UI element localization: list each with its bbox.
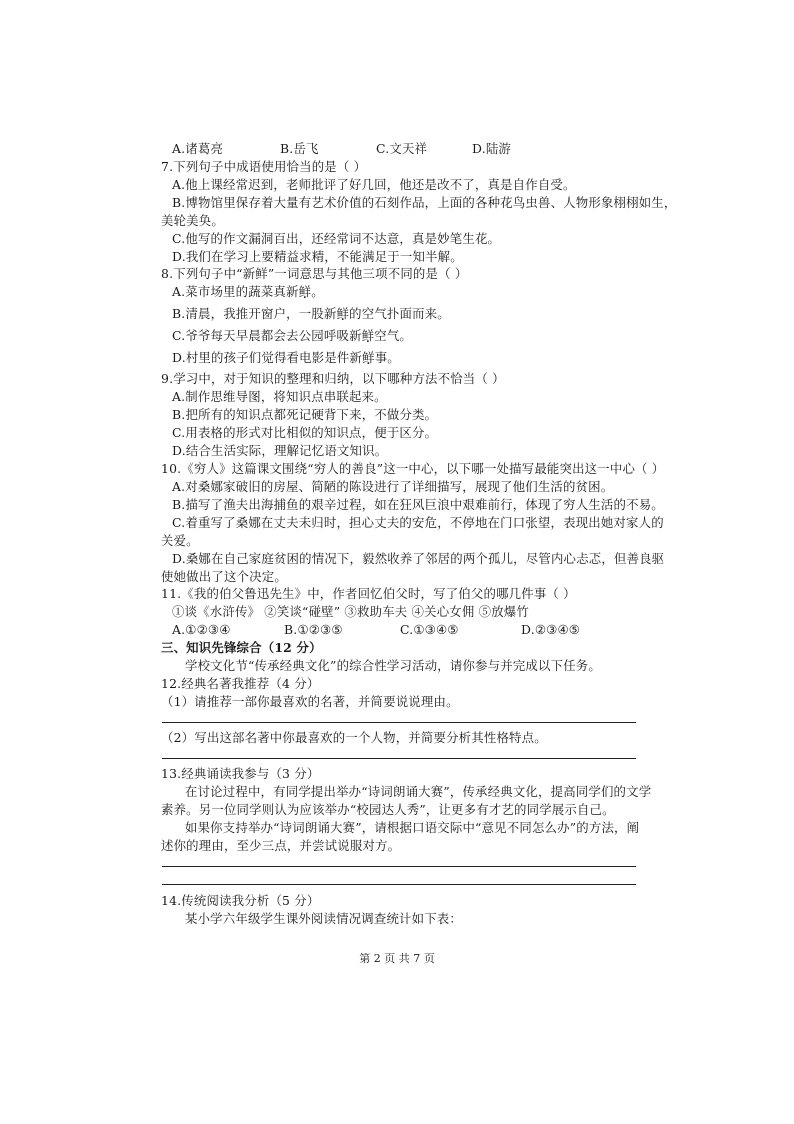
q9-option-d: D.结合生活实际，理解记忆语文知识。: [172, 443, 388, 458]
section3-title: 三、知识先锋综合（12 分）: [161, 640, 322, 655]
answer-line: [162, 722, 636, 723]
q8-d-word-xin: 新: [349, 350, 363, 365]
q8-d-text: D.村里的孩子们觉得看电影是件: [172, 350, 350, 365]
q13-para1-line1: 在讨论过程中，有同学提出举办“诗词朗诵大赛”，传承经典文化，提高同学们的文学: [185, 784, 652, 799]
q11-stem: 11.《我的伯父鲁迅先生》中，作者回忆伯父时，写了伯父的哪几件事（ ）: [161, 586, 576, 601]
q7-option-b-line1: B.博物馆里保存着大量有艺术价值的石刻作品，上面的各种花鸟虫兽、人物形象栩栩如生，: [172, 195, 677, 210]
q8-b-post: 的空气扑面而来。: [349, 306, 450, 321]
answer-line: [162, 884, 636, 885]
q8-a-word-xin: 新: [286, 284, 299, 299]
q12-title: 12.经典名著我推荐（4 分）: [161, 676, 320, 691]
q7-option-c: C.他写的作文漏洞百出，还经常词不达意，真是妙笔生花。: [172, 231, 501, 246]
q9-stem: 9.学习中，对于知识的整理和归纳，以下哪种方法不恰当（ ）: [161, 371, 505, 386]
q11-option-c: C.①③④⑤: [400, 622, 459, 637]
q12-part2: （2）写出这部名著中你最喜欢的一个人物，并简要分析其性格特点。: [161, 730, 547, 745]
q8-c-post: 空气。: [374, 328, 413, 343]
q10-option-c-line2: 关爱。: [161, 533, 199, 548]
q8-stem: 8.下列句子中“新鲜”一词意思与其他三项不同的是（ ）: [161, 266, 468, 281]
q8-d-word-xian: 鲜: [362, 350, 375, 365]
q10-option-c-line1: C.着重写了桑娜在丈夫未归时，担心丈夫的安危，不停地在门口张望，表现出她对家人的: [172, 515, 664, 530]
q8-b-word-xin: 新: [323, 306, 337, 321]
q8-a-text: A.菜市场里的蔬菜真: [172, 284, 287, 299]
q8-d-post: 事。: [374, 350, 400, 365]
q6-option-d: D.陆游: [472, 141, 512, 156]
q11-option-b: B.①②③⑤: [284, 622, 343, 637]
q8-option-c: [172, 328, 412, 344]
q11-option-a: A.①②③④: [172, 622, 231, 637]
page-number: 第 2 页 共 7 页: [359, 952, 435, 965]
q9-option-c: C.用表格的形式对比相似的知识点，便于区分。: [172, 425, 438, 440]
q13-para1-line2: 素养。另一位同学则认为应该举办“校园达人秀”，让更多有才艺的同学展示自己。: [161, 802, 615, 817]
answer-line: [162, 758, 636, 759]
q8-c-word-xin: 新: [349, 328, 362, 343]
q9-option-a: A.制作思维导图，将知识点串联起来。: [172, 389, 387, 404]
q8-c-text: C.爷爷每天早晨都会去公园呼吸: [172, 328, 350, 343]
q7-stem: 7.下列句子中成语使用恰当的是（ ）: [161, 159, 367, 174]
q8-b-word-xian: 鲜: [336, 306, 350, 321]
answer-line: [162, 866, 636, 867]
q6-option-a: A.诸葛亮: [172, 141, 224, 156]
q6-option-c: C.文天祥: [376, 141, 428, 156]
q8-option-b: [172, 306, 450, 322]
q11-items: ①谈《水浒传》 ②笑谈“碰壁” ③救助车夫 ④关心女佣 ⑤放爆竹: [172, 604, 529, 619]
q13-para2-line1: 如果你支持举办“诗词朗诵大赛”，请根据口语交际中“意见不同怎么办”的方法，阐: [185, 820, 640, 835]
q12-part1: （1）请推荐一部你最喜欢的名著，并简要说说理由。: [161, 694, 459, 709]
q13-title: 13.经典诵读我参与（3 分）: [161, 766, 320, 781]
q8-b-text: B.清晨，我推开窗户，一股: [172, 306, 324, 321]
q7-option-b-line2: 美轮美奂。: [161, 213, 224, 228]
q8-a-end: 。: [311, 284, 324, 299]
q14-title: 14.传统阅读我分析（5 分）: [161, 893, 320, 908]
q9-option-b: B.把所有的知识点都死记硬背下来，不做分类。: [172, 407, 438, 422]
q8-option-d: [172, 350, 400, 366]
q8-option-a: [172, 284, 324, 300]
q10-stem: 10.《穷人》这篇课文围绕“穷人的善良”这一中心，以下哪一处描写最能突出这一中心（ ）: [161, 461, 665, 476]
section3-intro: 学校文化节“传承经典文化”的综合性学习活动，请你参与并完成以下任务。: [185, 658, 601, 673]
q11-option-d: D.②③④⑤: [521, 622, 581, 637]
q7-option-d: D.我们在学习上要精益求精，不能满足于一知半解。: [172, 249, 463, 264]
q10-option-d-line2: 使她做出了这个决定。: [161, 569, 287, 584]
q6-option-b: B.岳飞: [280, 141, 319, 156]
q8-c-word-xian: 鲜: [361, 328, 375, 343]
q7-option-a: A.他上课经常迟到，老师批评了好几回，他还是改不了，真是自作自受。: [172, 177, 576, 192]
q13-para2-line2: 述你的理由，至少三点，并尝试说服对方。: [161, 838, 401, 853]
q10-option-a: A.对桑娜家破旧的房屋、简陋的陈设进行了详细描写，展现了他们生活的贫困。: [172, 479, 614, 494]
q10-option-b: B.描写了渔夫出海捕鱼的艰辛过程，如在狂风巨浪中艰难前行，体现了穷人生活的不易。: [172, 497, 664, 512]
q8-a-word-xian: 鲜: [298, 284, 312, 299]
q14-intro: 某小学六年级学生课外阅读情况调查统计如下表：: [185, 911, 462, 926]
q10-option-d-line1: D.桑娜在自己家庭贫困的情况下，毅然收养了邻居的两个孤儿，尽管内心忐忑，但善良驱: [172, 551, 665, 566]
